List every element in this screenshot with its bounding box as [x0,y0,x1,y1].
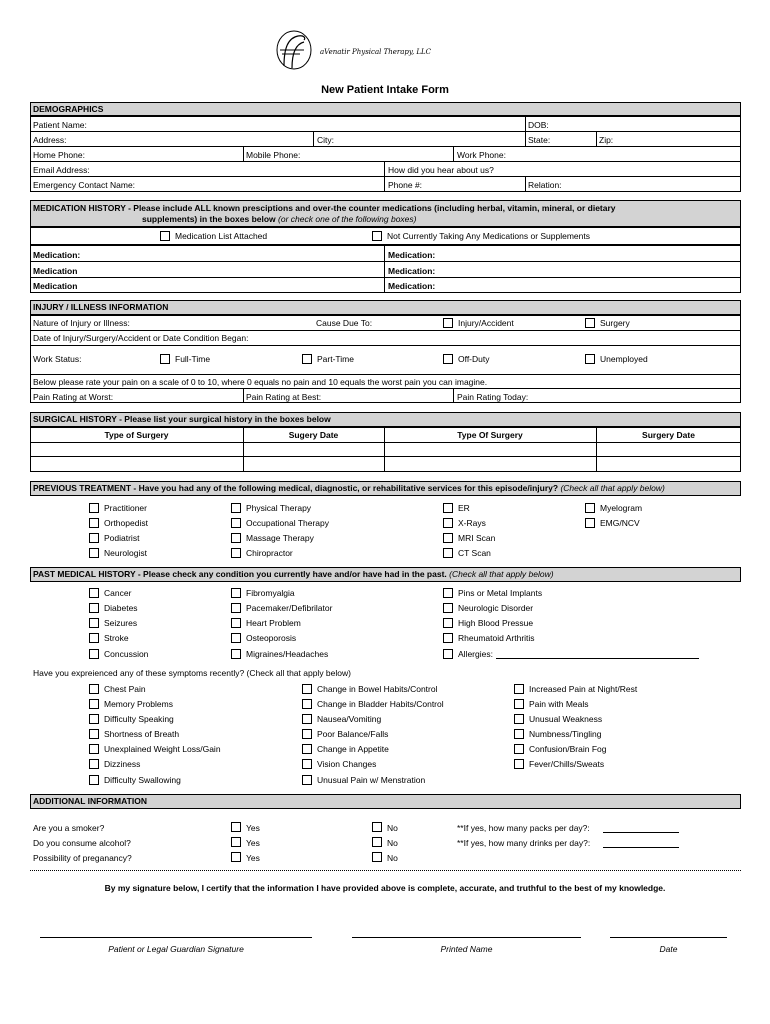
massage-therapy-checkbox[interactable] [231,533,241,543]
surgical-col-type-2: Type Of Surgery [457,430,523,440]
bowel-habits-checkbox[interactable] [302,684,312,694]
smoker-yes-label: Yes [246,823,260,833]
medication-subtitle-italic: (or check one of the following boxes) [278,214,417,224]
metal-implants-checkbox[interactable] [443,588,453,598]
medication-options [30,227,741,245]
concussion-label: Concussion [104,649,149,659]
x-rays-checkbox[interactable] [443,518,453,528]
surgery-label: Surgery [600,318,630,328]
practice-name: aVenatir Physical Therapy, LLC [320,48,432,56]
medication-field-4[interactable]: Medication: [388,266,436,276]
injury-title: INJURY / ILLNESS INFORMATION [33,302,169,312]
cause-label: Cause Due To: [316,318,373,328]
medication-subtitle [142,214,416,224]
past-medical-title [33,569,554,579]
myelogram-label: Myelogram [600,503,643,513]
previous-treatment-title-italic: (Check all that apply below) [560,483,665,493]
alcohol-no-checkbox[interactable] [372,837,382,847]
emergency-contact-field[interactable]: Emergency Contact Name: [33,180,136,190]
menstrual-pain-label: Unusual Pain w/ Menstration [317,775,426,785]
memory-problems-checkbox[interactable] [89,699,99,709]
night-pain-label: Increased Pain at Night/Rest [529,684,638,694]
er-label: ER [458,503,470,513]
numbness-label: Numbness/Tingling [529,729,602,739]
rheumatoid-arthritis-label: Rheumatoid Arthritis [458,633,535,643]
pain-instruction: Below please rate your pain on a scale of 0 to 10, where 0 equals no pain and 10 equals the worst pain you can imagine. [33,377,488,387]
printed-name-line[interactable] [352,937,581,938]
off-duty-label: Off-Duty [458,354,490,364]
memory-problems-label: Memory Problems [104,699,173,709]
bowel-habits-label: Change in Bowel Habits/Control [317,684,438,694]
medication-field-5[interactable]: Medication [33,281,78,291]
mri-scan-checkbox[interactable] [443,533,453,543]
bladder-habits-label: Change in Bladder Habits/Control [317,699,444,709]
additional-title: ADDITIONAL INFORMATION [33,796,147,806]
podiatrist-label: Podiatrist [104,533,140,543]
diabetes-checkbox[interactable] [89,603,99,613]
work-status-label: Work Status: [33,354,82,364]
drinks-per-day-label: **If yes, how many drinks per day?: [457,838,591,848]
fibromyalgia-checkbox[interactable] [231,588,241,598]
part-time-checkbox[interactable] [302,354,312,364]
allergies-checkbox[interactable] [443,649,453,659]
practitioner-checkbox[interactable] [89,503,99,513]
logo-mark-icon [274,28,314,72]
ct-scan-checkbox[interactable] [443,548,453,558]
certification-statement: By my signature below, I certify that the information I have provided above is complete, accurate, and truthful to the best of my knowledge. [104,883,666,893]
heart-problem-checkbox[interactable] [231,618,241,628]
menstrual-pain-checkbox[interactable] [302,775,312,785]
x-rays-label: X-Rays [458,518,486,528]
confusion-checkbox[interactable] [514,744,524,754]
cancer-label: Cancer [104,588,132,598]
smoker-question: Are you a smoker? [33,823,105,833]
practitioner-label: Practitioner [104,503,147,513]
pregnancy-yes-checkbox[interactable] [231,852,241,862]
relation-field[interactable]: Relation: [528,180,562,190]
pacemaker-label: Pacemaker/Defibrilator [246,603,333,613]
medication-list-attached-checkbox[interactable] [160,231,170,241]
emg-ncv-label: EMG/NCV [600,518,640,528]
alcohol-yes-checkbox[interactable] [231,837,241,847]
past-medical-title-bold: PAST MEDICAL HISTORY - Please check any condition you currently have and/or have had in the past. [33,569,447,579]
weight-change-label: Unexplained Weight Loss/Gain [104,744,221,754]
surgical-col-type-1: Type of Surgery [104,430,169,440]
high-blood-pressure-label: High Blood Pressue [458,618,534,628]
medication-field-6[interactable]: Medication: [388,281,436,291]
unemployed-label: Unemployed [600,354,648,364]
pregnancy-no-label: No [387,853,398,863]
pacemaker-checkbox[interactable] [231,603,241,613]
pregnancy-yes-label: Yes [246,853,260,863]
previous-treatment-title [33,483,665,493]
medication-subtitle-bold: supplements) in the boxes below [142,214,276,224]
high-blood-pressure-checkbox[interactable] [443,618,453,628]
no-medications-checkbox[interactable] [372,231,382,241]
difficulty-speaking-label: Difficulty Speaking [104,714,174,724]
osteoporosis-label: Osteoporosis [246,633,297,643]
difficulty-speaking-checkbox[interactable] [89,714,99,724]
occupational-therapy-label: Occupational Therapy [246,518,330,528]
fever-checkbox[interactable] [514,759,524,769]
shortness-of-breath-label: Shortness of Breath [104,729,180,739]
printed-name-label: Printed Name [440,944,493,954]
shortness-of-breath-checkbox[interactable] [89,729,99,739]
medication-field-2[interactable]: Medication: [388,250,436,260]
chiropractor-label: Chiropractor [246,548,293,558]
chest-pain-checkbox[interactable] [89,684,99,694]
smoker-no-label: No [387,823,398,833]
concussion-checkbox[interactable] [89,649,99,659]
smoker-no-checkbox[interactable] [372,822,382,832]
diabetes-label: Diabetes [104,603,138,613]
heart-problem-label: Heart Problem [246,618,301,628]
no-medications-label: Not Currently Taking Any Medications or Supplements [387,231,590,241]
myelogram-checkbox[interactable] [585,503,595,513]
physical-therapy-checkbox[interactable] [231,503,241,513]
alcohol-no-label: No [387,838,398,848]
massage-therapy-label: Massage Therapy [246,533,314,543]
stroke-label: Stroke [104,633,129,643]
nausea-checkbox[interactable] [302,714,312,724]
medication-field-1[interactable]: Medication: [33,250,81,260]
packs-per-day-blank[interactable] [603,832,679,833]
numbness-checkbox[interactable] [514,729,524,739]
dizziness-label: Dizziness [104,759,141,769]
chest-pain-label: Chest Pain [104,684,146,694]
pain-with-meals-label: Pain with Meals [529,699,589,709]
medication-table [30,245,741,293]
fibromyalgia-label: Fibromyalgia [246,588,295,598]
full-time-label: Full-Time [175,354,211,364]
previous-treatment-title-bold: PREVIOUS TREATMENT - Have you had any of the following medical, diagnostic, or rehabilitative services for this episode/injury? [33,483,559,493]
address-field[interactable]: Address: [33,135,67,145]
part-time-label: Part-Time [317,354,354,364]
migraines-checkbox[interactable] [231,649,241,659]
stroke-checkbox[interactable] [89,633,99,643]
state-field[interactable]: State: [528,135,551,145]
full-time-checkbox[interactable] [160,354,170,364]
referral-source-field[interactable]: How did you hear about us? [388,165,494,175]
medication-title: MEDICATION HISTORY - Please include ALL known presciptions and over-the counter medications (including herbal, vitamin, mineral, or dietary [33,203,616,213]
bladder-habits-checkbox[interactable] [302,699,312,709]
home-phone-field[interactable]: Home Phone: [33,150,85,160]
cancer-checkbox[interactable] [89,588,99,598]
past-medical-title-italic: (Check all that apply below) [449,569,554,579]
dob-field[interactable]: DOB: [528,120,549,130]
zip-field[interactable]: Zip: [599,135,614,145]
emg-ncv-checkbox[interactable] [585,518,595,528]
pregnancy-no-checkbox[interactable] [372,852,382,862]
demographics-header [30,102,741,116]
patient-signature-label: Patient or Legal Guardian Signature [108,944,244,954]
drinks-per-day-blank[interactable] [603,847,679,848]
date-line[interactable] [610,937,727,938]
fever-label: Fever/Chills/Sweats [529,759,605,769]
poor-balance-label: Poor Balance/Falls [317,729,389,739]
poor-balance-checkbox[interactable] [302,729,312,739]
emergency-phone-field[interactable]: Phone #: [388,180,423,190]
practice-logo [274,28,314,72]
symptoms-question: Have you expreienced any of these symptoms recently? (Check all that apply below) [33,668,351,678]
alcohol-question: Do you consume alcohol? [33,838,131,848]
orthopedist-checkbox[interactable] [89,518,99,528]
work-phone-field[interactable]: Work Phone: [457,150,506,160]
nature-of-injury-field[interactable]: Nature of Injury or Illness: [33,318,130,328]
pain-worst-field[interactable]: Pain Rating at Worst: [33,392,114,402]
orthopedist-label: Orthopedist [104,518,148,528]
demographics-table [30,116,741,192]
osteoporosis-checkbox[interactable] [231,633,241,643]
physical-therapy-label: Physical Therapy [246,503,312,513]
pain-best-field[interactable]: Pain Rating at Best: [246,392,322,402]
difficulty-swallowing-label: Difficulty Swallowing [104,775,181,785]
packs-per-day-label: **If yes, how many packs per day?: [457,823,590,833]
neurologist-checkbox[interactable] [89,548,99,558]
patient-name-field[interactable]: Patient Name: [33,120,87,130]
injury-accident-checkbox[interactable] [443,318,453,328]
vision-changes-checkbox[interactable] [302,759,312,769]
difficulty-swallowing-checkbox[interactable] [89,775,99,785]
medication-field-3[interactable]: Medication [33,266,78,276]
pregnancy-question: Possibility of preganancy? [33,853,132,863]
night-pain-checkbox[interactable] [514,684,524,694]
unemployed-checkbox[interactable] [585,354,595,364]
demographics-title: DEMOGRAPHICS [33,104,104,114]
nausea-label: Nausea/Vomiting [317,714,382,724]
unusual-weakness-label: Unusual Weakness [529,714,603,724]
appetite-change-label: Change in Appetite [317,744,389,754]
neurologic-disorder-label: Neurologic Disorder [458,603,534,613]
surgical-col-date-2: Surgery Date [642,430,695,440]
smoker-yes-checkbox[interactable] [231,822,241,832]
off-duty-checkbox[interactable] [443,354,453,364]
neurologist-label: Neurologist [104,548,147,558]
chiropractor-checkbox[interactable] [231,548,241,558]
injury-accident-label: Injury/Accident [458,318,514,328]
pain-with-meals-checkbox[interactable] [514,699,524,709]
neurologic-disorder-checkbox[interactable] [443,603,453,613]
date-began-field[interactable]: Date of Injury/Surgery/Accident or Date Condition Began: [33,333,249,343]
ct-scan-label: CT Scan [458,548,491,558]
mobile-phone-field[interactable]: Mobile Phone: [246,150,301,160]
occupational-therapy-checkbox[interactable] [231,518,241,528]
migraines-label: Migraines/Headaches [246,649,329,659]
patient-signature-line[interactable] [40,937,312,938]
appetite-change-checkbox[interactable] [302,744,312,754]
allergies-blank[interactable] [496,658,699,659]
surgery-checkbox[interactable] [585,318,595,328]
pain-today-field[interactable]: Pain Rating Today: [457,392,529,402]
allergies-label: Allergies: [458,649,493,659]
podiatrist-checkbox[interactable] [89,533,99,543]
email-field[interactable]: Email Address: [33,165,90,175]
weight-change-checkbox[interactable] [89,744,99,754]
surgical-title: SURGICAL HISTORY - Please list your surgical history in the boxes below [33,414,331,424]
mri-scan-label: MRI Scan [458,533,496,543]
confusion-label: Confusion/Brain Fog [529,744,607,754]
seizures-label: Seizures [104,618,138,628]
dizziness-checkbox[interactable] [89,759,99,769]
rheumatoid-arthritis-checkbox[interactable] [443,633,453,643]
unusual-weakness-checkbox[interactable] [514,714,524,724]
form-title: New Patient Intake Form [321,84,449,96]
city-field[interactable]: City: [317,135,334,145]
dotted-divider [30,870,741,871]
vision-changes-label: Vision Changes [317,759,377,769]
surgical-col-date-1: Sugery Date [288,430,339,440]
medication-list-attached-label: Medication List Attached [175,231,268,241]
seizures-checkbox[interactable] [89,618,99,628]
date-label: Date [659,944,678,954]
metal-implants-label: Pins or Metal Implants [458,588,543,598]
alcohol-yes-label: Yes [246,838,260,848]
er-checkbox[interactable] [443,503,453,513]
